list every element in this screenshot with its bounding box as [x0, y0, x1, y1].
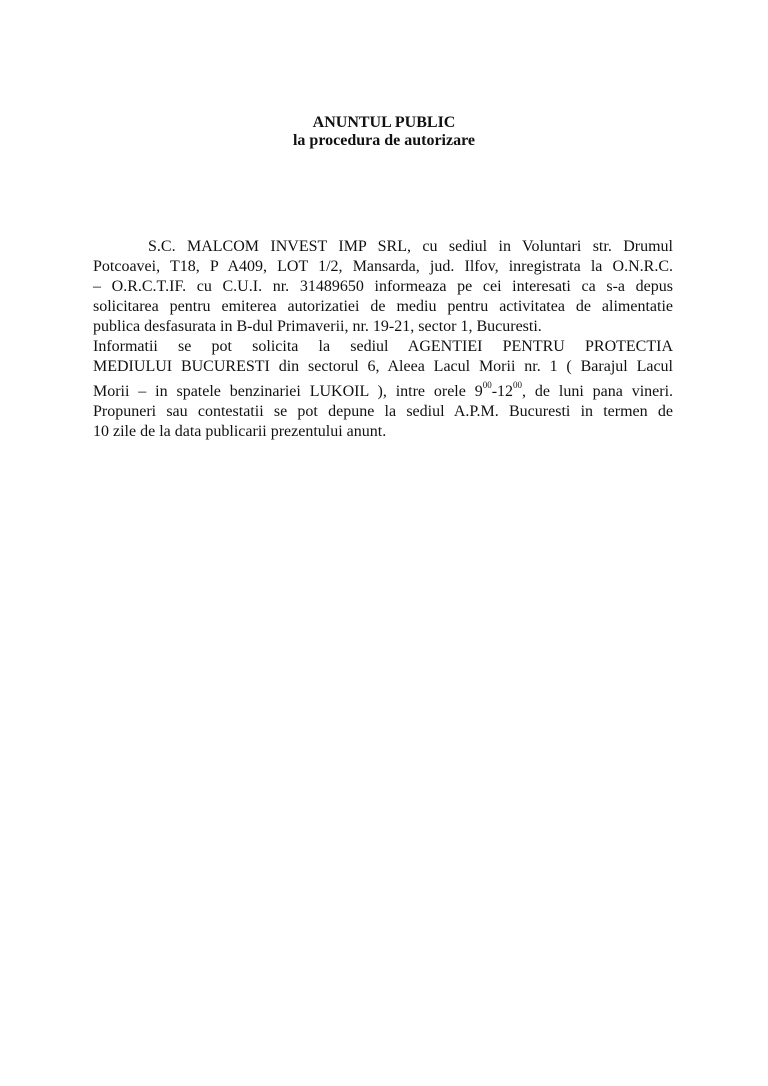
body-line-hours [93, 382, 673, 402]
body-line: MEDIULUI BUCURESTI din sectorul 6, Aleea Lacul Morii nr. 1 ( Barajul Lacul [93, 358, 673, 375]
announcement-subtitle: la procedura de autorizare [292, 132, 476, 149]
announcement-body [93, 237, 673, 442]
hours-mid: -12 [491, 383, 514, 400]
hours-prefix: Morii – in spatele benzinariei LUKOIL ), intre orele 9 [93, 383, 483, 400]
announcement-title: ANUNTUL PUBLIC [312, 114, 456, 131]
body-line: Propuneri sau contestatii se pot depune la sediul A.P.M. Bucuresti in termen de [93, 403, 673, 420]
body-line: – O.R.C.T.IF. cu C.U.I. nr. 31489650 informeaza pe cei interesati ca s-a depus [93, 278, 673, 295]
hours-end-superscript: 00 [513, 380, 523, 390]
announcement-heading [0, 114, 768, 150]
body-line: Informatii se pot solicita la sediul AGENTIEI PENTRU PROTECTIA [93, 338, 673, 355]
body-line: publica desfasurata in B-dul Primaverii, nr. 19-21, sector 1, Bucuresti. [93, 318, 542, 335]
hours-start-superscript: 00 [482, 380, 492, 390]
hours-suffix: , de luni pana vineri. [522, 383, 674, 400]
body-line: Potcoavei, T18, P A409, LOT 1/2, Mansarda, jud. Ilfov, inregistrata la O.N.R.C. [93, 258, 673, 275]
body-line: S.C. MALCOM INVEST IMP SRL, cu sediul in Voluntari str. Drumul [148, 238, 673, 255]
body-line: 10 zile de la data publicarii prezentului anunt. [93, 423, 387, 440]
body-line: solicitarea pentru emiterea autorizatiei de mediu pentru activitatea de alimentatie [93, 298, 673, 315]
